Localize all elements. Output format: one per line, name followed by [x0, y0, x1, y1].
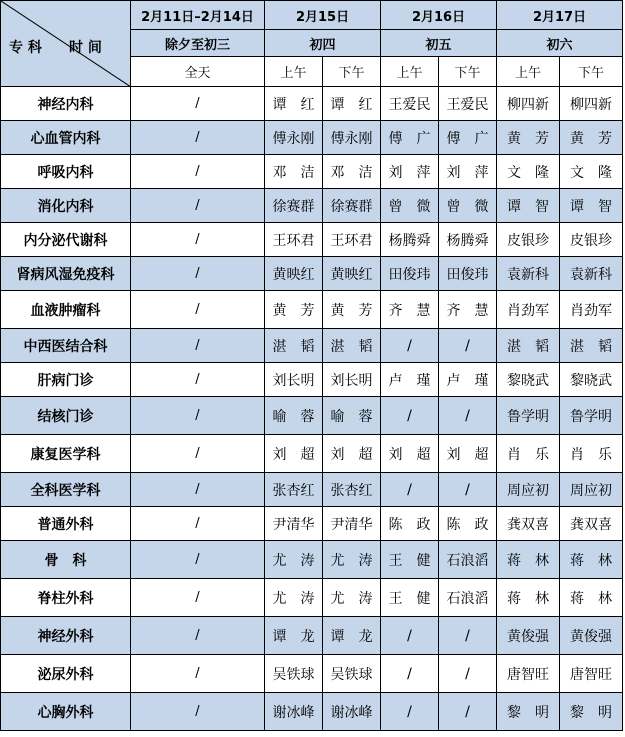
doctor-cell: 湛 韬 — [560, 329, 623, 363]
full-day-cell: / — [131, 655, 265, 693]
doctor-cell: 唐智旺 — [560, 655, 623, 693]
table-row — [1, 435, 623, 473]
doctor-cell: / — [381, 617, 439, 655]
doctor-cell: 喻 蓉 — [265, 397, 323, 435]
doctor-cell: / — [381, 329, 439, 363]
corner-label-specialty: 专 科 — [9, 40, 42, 56]
doctor-cell: 皮银珍 — [560, 223, 623, 257]
doctor-cell: 卢 瑾 — [381, 363, 439, 397]
doctor-cell: 刘长明 — [265, 363, 323, 397]
table-body — [1, 87, 623, 731]
doctor-cell: 刘长明 — [323, 363, 381, 397]
lunar-header: 除夕至初三 — [131, 30, 265, 57]
doctor-cell: 肖 乐 — [560, 435, 623, 473]
doctor-cell: / — [381, 655, 439, 693]
doctor-cell: 黄俊强 — [560, 617, 623, 655]
doctor-cell: 田俊玮 — [381, 257, 439, 291]
doctor-cell: 尤 涛 — [323, 579, 381, 617]
department-name: 泌尿外科 — [1, 655, 131, 693]
table-row — [1, 223, 623, 257]
doctor-cell: 黄 芳 — [497, 121, 560, 155]
department-name: 普通外科 — [1, 507, 131, 541]
doctor-cell: 唐智旺 — [497, 655, 560, 693]
doctor-cell: / — [439, 693, 497, 731]
doctor-cell: 湛 韬 — [497, 329, 560, 363]
department-name: 内分泌代谢科 — [1, 223, 131, 257]
table-row — [1, 617, 623, 655]
doctor-cell: 傅永刚 — [265, 121, 323, 155]
doctor-cell: 曾 微 — [381, 189, 439, 223]
doctor-cell: 刘 萍 — [381, 155, 439, 189]
pm-header: 下午 — [323, 57, 381, 87]
department-name: 全科医学科 — [1, 473, 131, 507]
full-day-cell: / — [131, 155, 265, 189]
doctor-cell: 傅 广 — [381, 121, 439, 155]
doctor-cell: 王环君 — [323, 223, 381, 257]
doctor-cell: 尹清华 — [323, 507, 381, 541]
date-header: 2月15日 — [265, 1, 381, 30]
doctor-cell: 吴铁球 — [323, 655, 381, 693]
doctor-cell: / — [439, 329, 497, 363]
doctor-cell: 石浪滔 — [439, 541, 497, 579]
full-day-cell: / — [131, 435, 265, 473]
doctor-cell: 袁新科 — [560, 257, 623, 291]
lunar-header: 初四 — [265, 30, 381, 57]
corner-header-cell — [1, 1, 131, 87]
doctor-cell: 黄 芳 — [265, 291, 323, 329]
department-name: 肝病门诊 — [1, 363, 131, 397]
date-header: 2月17日 — [497, 1, 623, 30]
department-name: 神经外科 — [1, 617, 131, 655]
doctor-cell: 徐赛群 — [265, 189, 323, 223]
doctor-cell: 尤 涛 — [265, 541, 323, 579]
department-name: 心胸外科 — [1, 693, 131, 731]
full-day-cell: / — [131, 693, 265, 731]
doctor-cell: 王爱民 — [381, 87, 439, 121]
doctor-cell: 曾 微 — [439, 189, 497, 223]
doctor-cell: 尹清华 — [265, 507, 323, 541]
doctor-cell: 尤 涛 — [323, 541, 381, 579]
doctor-cell: 王 健 — [381, 541, 439, 579]
doctor-cell: 蒋 林 — [497, 541, 560, 579]
doctor-cell: / — [381, 397, 439, 435]
doctor-cell: 周应初 — [560, 473, 623, 507]
doctor-cell: 周应初 — [497, 473, 560, 507]
full-day-cell: / — [131, 257, 265, 291]
table-row — [1, 507, 623, 541]
table-row — [1, 655, 623, 693]
full-day-cell: / — [131, 87, 265, 121]
date-header: 2月16日 — [381, 1, 497, 30]
doctor-cell: / — [381, 693, 439, 731]
doctor-cell: 邓 洁 — [323, 155, 381, 189]
doctor-cell: 肖 乐 — [497, 435, 560, 473]
doctor-cell: / — [381, 473, 439, 507]
department-name: 中西医结合科 — [1, 329, 131, 363]
doctor-cell: 陈 政 — [439, 507, 497, 541]
doctor-cell: 傅永刚 — [323, 121, 381, 155]
doctor-cell: 王 健 — [381, 579, 439, 617]
doctor-cell: 谭 智 — [497, 189, 560, 223]
table-row — [1, 329, 623, 363]
doctor-cell: 黎晓武 — [497, 363, 560, 397]
department-name: 脊柱外科 — [1, 579, 131, 617]
pm-header: 下午 — [439, 57, 497, 87]
full-day-cell: / — [131, 397, 265, 435]
doctor-cell: / — [439, 617, 497, 655]
department-name: 肾病风湿免疫科 — [1, 257, 131, 291]
table-row — [1, 87, 623, 121]
doctor-cell: 刘 超 — [439, 435, 497, 473]
doctor-cell: 龚双喜 — [497, 507, 560, 541]
doctor-cell: 张杏红 — [265, 473, 323, 507]
department-name: 消化内科 — [1, 189, 131, 223]
department-name: 心血管内科 — [1, 121, 131, 155]
full-day-cell: / — [131, 189, 265, 223]
doctor-cell: 傅 广 — [439, 121, 497, 155]
doctor-cell: 齐 慧 — [381, 291, 439, 329]
doctor-cell: 杨腾舜 — [439, 223, 497, 257]
doctor-cell: 黄 芳 — [560, 121, 623, 155]
doctor-cell: / — [439, 397, 497, 435]
doctor-cell: 田俊玮 — [439, 257, 497, 291]
doctor-cell: / — [439, 473, 497, 507]
department-name: 呼吸内科 — [1, 155, 131, 189]
full-day-cell: / — [131, 579, 265, 617]
doctor-cell: 黄映红 — [265, 257, 323, 291]
doctor-cell: 黎 明 — [497, 693, 560, 731]
doctor-cell: 尤 涛 — [265, 579, 323, 617]
doctor-cell: 吴铁球 — [265, 655, 323, 693]
doctor-cell: 肖劲军 — [497, 291, 560, 329]
doctor-cell: 杨腾舜 — [381, 223, 439, 257]
doctor-cell: 柳四新 — [497, 87, 560, 121]
department-name: 神经内科 — [1, 87, 131, 121]
full-day-cell: / — [131, 363, 265, 397]
doctor-cell: 黄映红 — [323, 257, 381, 291]
department-name: 结核门诊 — [1, 397, 131, 435]
doctor-cell: 文 隆 — [560, 155, 623, 189]
doctor-cell: 鲁学明 — [560, 397, 623, 435]
doctor-cell: 谭 红 — [323, 87, 381, 121]
doctor-cell: 谭 龙 — [265, 617, 323, 655]
am-header: 上午 — [265, 57, 323, 87]
doctor-cell: 皮银珍 — [497, 223, 560, 257]
doctor-cell: 黄俊强 — [497, 617, 560, 655]
doctor-cell: / — [439, 655, 497, 693]
table-row — [1, 189, 623, 223]
doctor-cell: 王环君 — [265, 223, 323, 257]
full-day-cell: / — [131, 507, 265, 541]
table-row — [1, 473, 623, 507]
doctor-cell: 蒋 林 — [560, 541, 623, 579]
full-day-cell: / — [131, 291, 265, 329]
full-day-cell: / — [131, 121, 265, 155]
pm-header: 下午 — [560, 57, 623, 87]
table-row — [1, 397, 623, 435]
doctor-cell: 张杏红 — [323, 473, 381, 507]
doctor-cell: 黎 明 — [560, 693, 623, 731]
full-day-cell: / — [131, 473, 265, 507]
table-row — [1, 257, 623, 291]
doctor-cell: 石浪滔 — [439, 579, 497, 617]
doctor-cell: 刘 超 — [323, 435, 381, 473]
doctor-cell: 黎晓武 — [560, 363, 623, 397]
doctor-cell: 齐 慧 — [439, 291, 497, 329]
doctor-cell: 喻 蓉 — [323, 397, 381, 435]
table-row — [1, 363, 623, 397]
doctor-cell: 肖劲军 — [560, 291, 623, 329]
doctor-cell: 陈 政 — [381, 507, 439, 541]
doctor-cell: 卢 瑾 — [439, 363, 497, 397]
doctor-cell: 刘 萍 — [439, 155, 497, 189]
department-name: 骨 科 — [1, 541, 131, 579]
doctor-cell: 蒋 林 — [560, 579, 623, 617]
doctor-cell: 黄 芳 — [323, 291, 381, 329]
full-day-cell: / — [131, 617, 265, 655]
full-day-cell: / — [131, 541, 265, 579]
doctor-cell: 湛 韬 — [323, 329, 381, 363]
doctor-cell: 袁新科 — [497, 257, 560, 291]
doctor-cell: 文 隆 — [497, 155, 560, 189]
doctor-cell: 鲁学明 — [497, 397, 560, 435]
doctor-cell: 柳四新 — [560, 87, 623, 121]
full-day-header: 全天 — [131, 57, 265, 87]
doctor-cell: 龚双喜 — [560, 507, 623, 541]
date-header: 2月11日–2月14日 — [131, 1, 265, 30]
doctor-cell: 徐赛群 — [323, 189, 381, 223]
lunar-header: 初六 — [497, 30, 623, 57]
doctor-cell: 谭 龙 — [323, 617, 381, 655]
doctor-cell: 谢冰峰 — [323, 693, 381, 731]
doctor-cell: 王爱民 — [439, 87, 497, 121]
table-row — [1, 693, 623, 731]
table-header — [1, 1, 623, 87]
doctor-cell: 蒋 林 — [497, 579, 560, 617]
full-day-cell: / — [131, 329, 265, 363]
table-row — [1, 121, 623, 155]
doctor-cell: 湛 韬 — [265, 329, 323, 363]
doctor-cell: 谭 红 — [265, 87, 323, 121]
am-header: 上午 — [381, 57, 439, 87]
full-day-cell: / — [131, 223, 265, 257]
doctor-cell: 谢冰峰 — [265, 693, 323, 731]
lunar-header: 初五 — [381, 30, 497, 57]
corner-label-time: 时 间 — [69, 40, 102, 56]
doctor-cell: 刘 超 — [265, 435, 323, 473]
doctor-cell: 谭 智 — [560, 189, 623, 223]
department-name: 康复医学科 — [1, 435, 131, 473]
doctor-cell: 刘 超 — [381, 435, 439, 473]
table-row — [1, 541, 623, 579]
doctor-cell: 邓 洁 — [265, 155, 323, 189]
am-header: 上午 — [497, 57, 560, 87]
table-row — [1, 579, 623, 617]
table-row — [1, 155, 623, 189]
table-row — [1, 291, 623, 329]
department-name: 血液肿瘤科 — [1, 291, 131, 329]
